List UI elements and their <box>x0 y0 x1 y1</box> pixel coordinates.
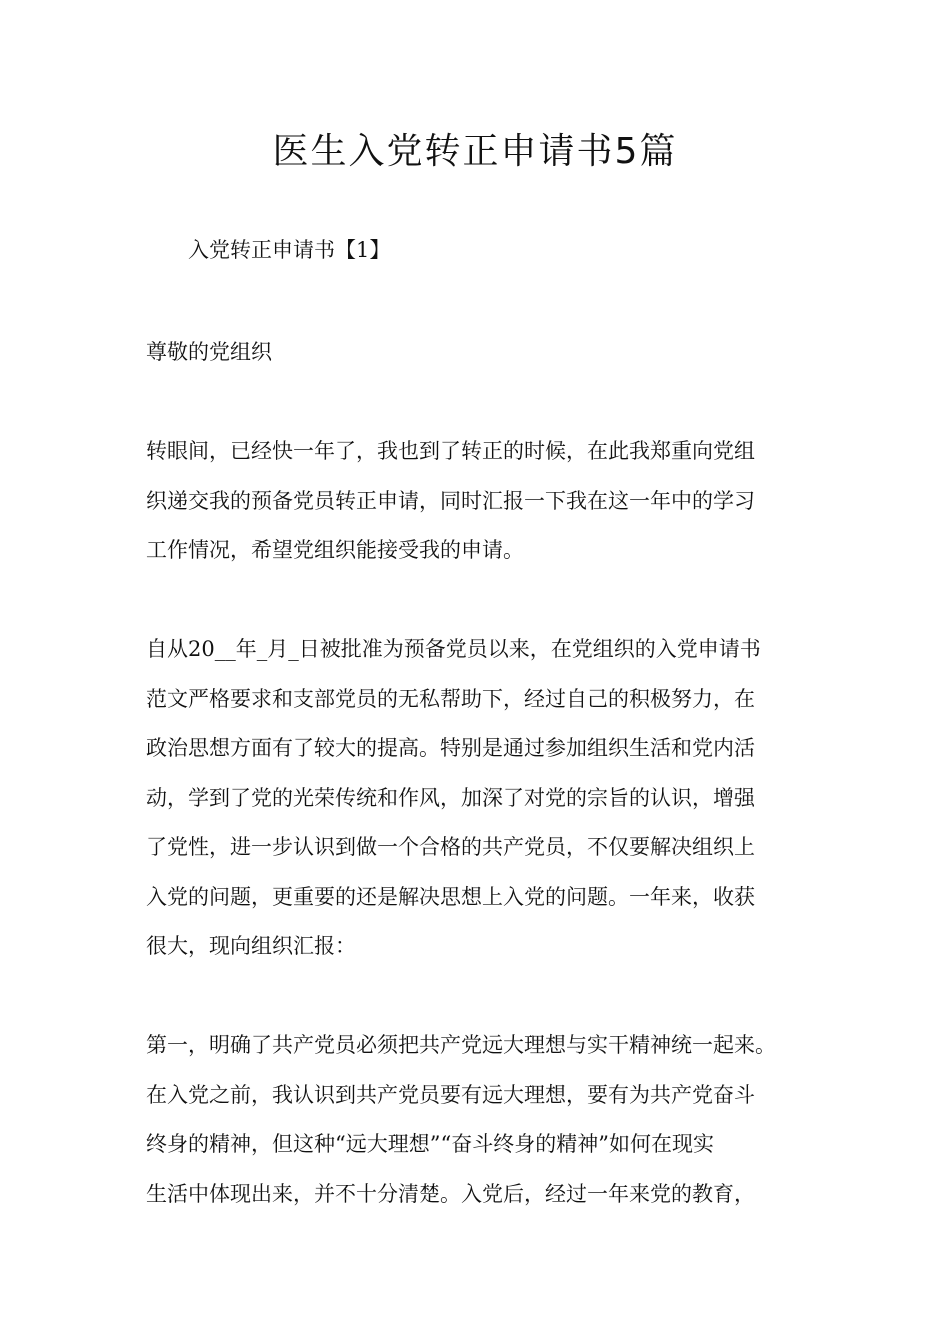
paragraph-line: 第一，明确了共产党员必须把共产党远大理想与实干精神统一起来。 <box>146 1033 776 1057</box>
paragraph-1 <box>146 427 755 576</box>
paragraph-line: 动，学到了党的光荣传统和作风，加深了对党的宗旨的认识，增强 <box>146 785 755 810</box>
paragraph-line: 工作情况，希望党组织能接受我的申请。 <box>146 538 524 562</box>
document-title: 医生入党转正申请书5篇 <box>272 131 678 172</box>
paragraph-line: 终身的精神，但这种“远大理想”“奋斗终身的精神”如何在现实 <box>146 1132 714 1156</box>
paragraph-line: 转眼间，已经快一年了，我也到了转正的时候，在此我郑重向党组 <box>146 439 755 463</box>
paragraph-line: 入党的问题，更重要的还是解决思想上入党的问题。一年来，收获 <box>146 884 755 909</box>
paragraph-line: 范文严格要求和支部党员的无私帮助下，经过自己的积极努力，在 <box>146 686 755 711</box>
paragraph-line: 很大，现向组织汇报： <box>146 934 356 958</box>
paragraph-line: 在入党之前，我认识到共产党员要有远大理想，要有为共产党奋斗 <box>146 1082 755 1107</box>
paragraph-line: 织递交我的预备党员转正申请，同时汇报一下我在这一年中的学习 <box>146 488 755 513</box>
paragraph-line: 政治思想方面有了较大的提高。特别是通过参加组织生活和党内活 <box>146 736 755 760</box>
salutation: 尊敬的党组织 <box>146 340 272 364</box>
paragraph-3 <box>146 1021 776 1219</box>
paragraph-2 <box>146 625 761 972</box>
section-heading: 入党转正申请书【1】 <box>188 238 391 262</box>
paragraph-line: 生活中体现出来，并不十分清楚。入党后，经过一年来党的教育， <box>146 1181 755 1206</box>
paragraph-line: 自从20__年_月_日被批准为预备党员以来，在党组织的入党申请书 <box>146 637 761 661</box>
paragraph-line: 了党性，进一步认识到做一个合格的共产党员，不仅要解决组织上 <box>146 835 755 859</box>
